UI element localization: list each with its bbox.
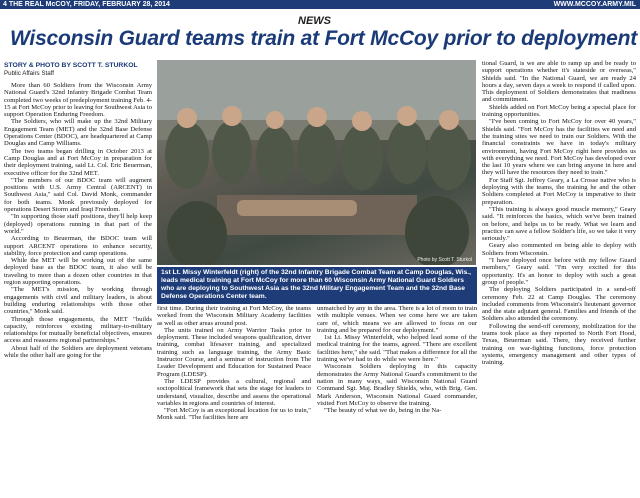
paragraph: Geary also commented on being able to deploy with Soldiers from Wisconsin. (482, 242, 636, 257)
photo-illustration (157, 60, 476, 265)
byline: STORY & PHOTO BY SCOTT T. STURKOL (4, 62, 138, 69)
paragraph: Shields added on Fort McCoy being a special place for training opportunities. (482, 103, 636, 119)
paragraph: The Soldiers, who will make up the 32nd Military Engagement Team (MET) and the 32nd Base Defense Operations Center (BDOC), are headquartered at Camp Douglas and Camp Williams. (4, 118, 152, 148)
paragraph: "Fort McCoy is an exceptional location for us to train," Monk said. "The facilities here are (157, 407, 311, 422)
paragraph: Through those engagements, the MET "builds capacity, reinforces existing military-to-military relationships for mutually beneficial objectives, ensures access and reassures regional partnerships." (4, 315, 152, 345)
paragraph: Following the send-off ceremony, mobilization for the teams took place as they reported to North Fort Hood, Texas, Beuerman said. There, they received further training on war-fighting functions, force protection systems, emergency management and other types of training. (482, 322, 636, 367)
paragraph: For Staff Sgt. Jeffrey Geary, a La Crosse native who is deploying with the teams, the training he and the other Soldiers completed at Fort McCoy is imperative to their preparation. (482, 176, 636, 206)
photo-credit: Photo by Scott T. Sturkol (417, 257, 472, 263)
paragraph: According to Beuerman, the BDOC team will support ARCENT operations to enhance security, stability, force protection and camp operations. (4, 235, 152, 257)
paragraph: "I have deployed once before with my fellow Guard members," Geary said. "I'm very excited for this opportunity. It's an honor to deploy with such a great group of people." (482, 257, 636, 286)
paragraph: The units trained on Army Warrior Tasks prior to deployment. These included weapons qualification, driver training, combat lifesaver training, and specialized training such as language training, the Army Basic Instructor Course, and a seminar of instruction from The Leader Development and Education for Sustained Peace Program (LDESP). (157, 326, 311, 378)
headline: Wisconsin Guard teams train at Fort McCoy prior to deployment (10, 27, 638, 50)
paragraph: The two teams began drilling in October 2013 at Camp Douglas and at Fort McCoy in preparation for their deployment training, said Lt. Col. Eric Beuerman, executive officer for the 32nd MET. (4, 147, 152, 177)
paragraph: "In supporting those staff positions, they'll help keep (deployed) operations running in that part of the world." (4, 213, 152, 235)
paragraph: unmatched by any in the area. There is a lot of room to train with multiple venues. When we come here we are taken care of, which means we are allowed to focus on our training and be prepared for our deployment." (317, 305, 477, 334)
section-label: NEWS (298, 15, 331, 27)
paragraph: "This training is always good muscle memory," Geary said. "It reinforces the basics, which we've been trained on before, and helps us to be ready. What we learn and practice can save a fellow Soldier's life, so we take it very seriously." (482, 205, 636, 243)
paragraph: tional Guard, is we are able to ramp up and be ready to support operations whether it's stateside or overseas," Shields said. "In the National Guard, we are ready 24 hours a day, seven days a week to respond if called upon. This deployment of Soldiers demonstrates that readiness and commitment. (482, 60, 636, 104)
website-url[interactable]: WWW.MCCOY.ARMY.MIL (553, 1, 636, 8)
article-photo (157, 60, 476, 265)
page-info: 4 THE REAL McCOY, FRIDAY, FEBRUARY 28, 2014 (3, 1, 170, 8)
paragraph: While the MET will be working out of the same deployed base as the BDOC team, it also will be traveling to more than a dozen other countries in that region supporting operations. (4, 257, 152, 287)
paragraph: The LDESP provides a cultural, regional and sociopolitical framework that sets the stage for leaders to understand, visualize, describe and assess the operational variables in regions and countries of interest. (157, 377, 311, 407)
paragraph: "The members of our BDOC team will augment positions with U.S. Army Central (ARCENT) in Southwest Asia," said Col. David Monk, commander for both teams. Monk previously deployed for operations Desert Storm and Iraqi Freedom. (4, 176, 152, 214)
article-column-2 (157, 305, 311, 495)
paragraph: The deploying Soldiers participated in a send-off ceremony Feb. 22 at Camp Douglas. The ceremony included comments from Wisconsin's lieutenant governor and the state adjutant general. Families and friends of the Soldiers also attended the ceremony. (482, 286, 636, 323)
article-column-1 (4, 82, 152, 494)
photo-caption: 1st Lt. Missy Winterfeldt (right) of the 32nd Infantry Brigade Combat Team at Camp Douglas, Wis., leads medical training at Fort McCoy for more than 60 Wisconsin Army National Guard Soldiers who are deploying to Southwest Asia as the 32nd Military Engagement Team and the 32nd Base Defense Operations Center team. (157, 267, 477, 304)
paragraph: Wisconsin Soldiers deploying in this capacity demonstrates the Army National Guard's commitment to the nation in many ways, said Wisconsin National Guard Command Sgt. Maj. Bradley Shields, who, with Brig. Gen. Mark Anderson, Wisconsin National Guard commander, visited Fort McCoy to observe the training. (317, 363, 477, 407)
staff-line: Public Affairs Staff (4, 70, 54, 77)
article-column-3 (317, 305, 477, 495)
article-column-4 (482, 60, 636, 494)
paragraph: "I've been coming to Fort McCoy for over 40 years," Shields said. "Fort McCoy has the facilities we need and the training sites we need to train our Soldiers. With the financial constraints we have in today's military environment, having Fort McCoy right here provides us with everything we need. Fort McCoy has developed over the last 10 years where we can bring anyone in here and they will have the resources they need to train." (482, 118, 636, 177)
paragraph: About half of the Soldiers are deployment veterans while the other half are going for the (4, 344, 152, 359)
paragraph: "The beauty of what we do, being in the Na- (324, 407, 442, 415)
paragraph: first time. During their training at Fort McCoy, the teams worked from the Wisconsin Military Academy facilities as well as other areas around post. (157, 305, 311, 327)
page-header-bar (0, 0, 640, 9)
paragraph: "The MET's mission, by working through engagements with civil and military leaders, is about building enduring relationships with those other countries," Monk said. (4, 286, 152, 316)
paragraph: More than 60 Soldiers from the Wisconsin Army National Guard's 32nd Infantry Brigade Combat Team completed two weeks of predeployment training Feb. 4-15 at Fort McCoy prior to leaving for Southwest Asia to support Operation Enduring Freedom. (4, 82, 152, 119)
paragraph: 1st Lt. Missy Winterfeldt, who helped lead some of the medical training for the teams, agreed. "There are excellent facilities here," she said. "That makes a difference for all the training we've had to do while we were here." (317, 334, 477, 364)
